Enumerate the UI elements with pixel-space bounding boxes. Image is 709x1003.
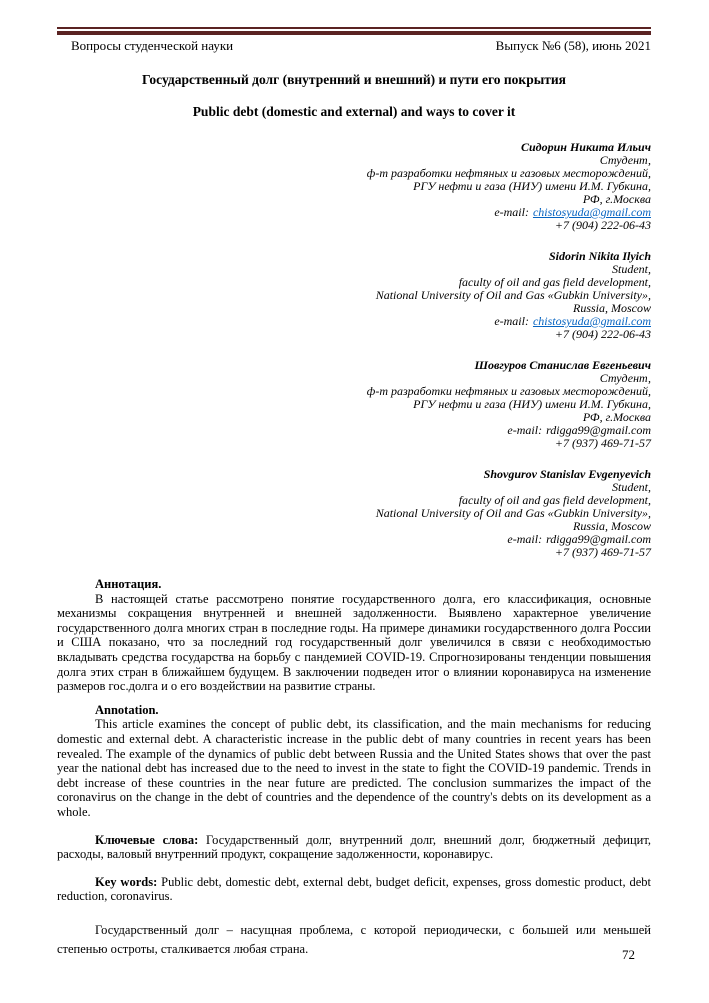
header-rule-thin [57, 27, 651, 29]
author-name: Шовгуров Станислав Евгеньевич [474, 358, 651, 372]
author-role: Студент, [599, 371, 651, 385]
issue-label: Выпуск №6 (58), июнь 2021 [495, 38, 651, 53]
author-phone: +7 (904) 222-06-43 [554, 218, 651, 232]
author-faculty: ф-т разработки нефтяных и газовых месторождений, [366, 384, 651, 398]
author-block-4 [57, 468, 651, 559]
author-role: Студент, [599, 153, 651, 167]
email-link[interactable]: chistosyuda@gmail.com [532, 314, 651, 328]
email-link[interactable]: chistosyuda@gmail.com [532, 205, 651, 219]
keywords-en-text: Public debt, domestic debt, external debt, budget deficit, expenses, gross domestic product, debt reduction, coronavirus. [57, 874, 651, 904]
email-text: rdigga99@gmail.com [546, 532, 651, 546]
keywords-ru [57, 833, 651, 862]
page-number: 72 [622, 947, 635, 962]
author-university: РГУ нефти и газа (НИУ) имени И.М. Губкина, [413, 179, 651, 193]
journal-title: Вопросы студенческой науки [71, 38, 234, 53]
author-faculty: faculty of oil and gas field development, [458, 493, 651, 507]
author-name: Сидорин Никита Ильич [520, 140, 651, 154]
author-faculty: faculty of oil and gas field development, [458, 275, 651, 289]
email-label: e-mail: [494, 205, 529, 219]
author-location: Russia, Moscow [573, 301, 651, 315]
email-label: e-mail: [494, 314, 529, 328]
keywords-ru-text: Государственный долг, внутренний долг, внешний долг, бюджетный дефицит, расходы, валовый внутренний продукт, сокращение задолженности, коронавирус. [57, 832, 651, 862]
header-rule-thick [57, 31, 651, 35]
author-role: Student, [612, 480, 651, 494]
author-university: National University of Oil and Gas «Gubkin University», [375, 506, 651, 520]
author-phone: +7 (904) 222-06-43 [554, 327, 651, 341]
author-block-3 [57, 359, 651, 450]
author-name: Sidorin Nikita Ilyich [548, 249, 651, 263]
annotation-ru-text: В настоящей статье рассмотрено понятие государственного долга, его классификация, основные механизмы сокращения внутренней и внешней задолженности. Выявлено характерное увеличение государственного долга многих стран в последние годы. На примере динамики государственного долга России и США показано, что за последний год государственный долг увеличился в связи с необходимостью вкладывать средства государства на борьбу с пандемией COVID-19. Спрогнозированы тенденции повышения долга этих стран в ближайшем будущем. В заключении подведен итог о влиянии коронавируса на изменение размеров гос.долга и о его воздействии на развитие страны. [57, 591, 651, 694]
annotation-ru-heading: Аннотация. [95, 577, 162, 591]
keywords-en-label: Key words: [95, 874, 158, 889]
email-label: e-mail: [507, 423, 543, 437]
author-block-2 [57, 250, 651, 341]
author-phone: +7 (937) 469-71-57 [554, 545, 651, 559]
annotation-en-heading: Annotation. [95, 702, 159, 717]
page-header [57, 38, 651, 54]
annotation-en-text: This article examines the concept of public debt, its classification, and the main mechanisms for reducing domestic and external debt. A characteristic increase in the public debt of many countries in recent years has been revealed. The example of the dynamics of public debt between Russia and the United States shows that over the past year the national debt has increased due to the need to invest in the state to fight the COVID-19 pandemic. Trends in debt increase of these countries in the near future are predicted. The conclusion summarizes the impact of the coronavirus on the change in the debt of countries and the dependence of the country's debts on its development as a whole. [57, 717, 651, 819]
author-phone: +7 (937) 469-71-57 [554, 436, 651, 450]
author-block-1 [57, 141, 651, 232]
article-title-ru: Государственный долг (внутренний и внешний) и пути его покрытия [142, 72, 566, 87]
author-faculty: ф-т разработки нефтяных и газовых месторождений, [366, 166, 651, 180]
author-location: РФ, г.Москва [582, 410, 651, 424]
author-university: РГУ нефти и газа (НИУ) имени И.М. Губкина, [413, 397, 651, 411]
author-location: РФ, г.Москва [582, 192, 651, 206]
author-role: Student, [612, 262, 651, 276]
keywords-en [57, 875, 651, 904]
article-first-paragraph: Государственный долг – насущная проблема, с которой периодически, с большей или меньшей степенью остроты, сталкивается любая страна. [57, 922, 651, 957]
author-name: Shovgurov Stanislav Evgenyevich [483, 467, 651, 481]
keywords-ru-label: Ключевые слова: [95, 832, 199, 847]
author-university: National University of Oil and Gas «Gubkin University», [375, 288, 651, 302]
authors-section [57, 141, 651, 559]
author-location: Russia, Moscow [573, 519, 651, 533]
email-label: e-mail: [507, 532, 543, 546]
article-title-en: Public debt (domestic and external) and ways to cover it [192, 104, 516, 119]
email-text: rdigga99@gmail.com [546, 423, 651, 437]
